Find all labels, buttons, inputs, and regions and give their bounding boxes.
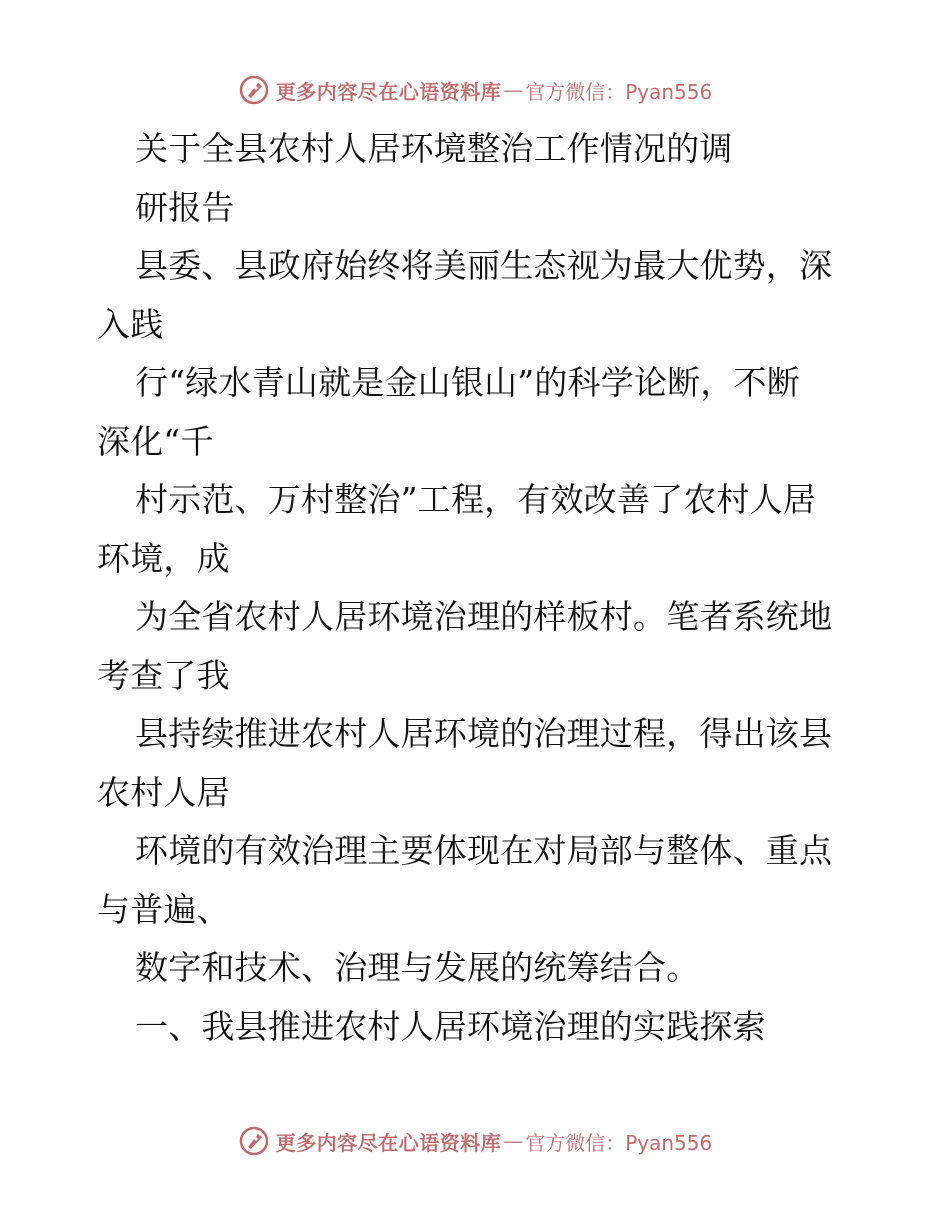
pen-nib-logo-icon <box>238 1125 270 1157</box>
watermark-text: 更多内容尽在心语资料库 <box>275 1130 502 1155</box>
document-body <box>97 120 857 1056</box>
document-line: 考查了我 <box>97 655 230 695</box>
document-line: 一、我县推进农村人居环境治理的实践探索 <box>135 1006 766 1046</box>
watermark-separator: — <box>503 78 524 102</box>
document-line: 研报告 <box>135 187 235 227</box>
header-watermark <box>0 70 950 110</box>
footer-watermark <box>0 1121 950 1161</box>
document-line: 村示范、万村整治”工程，有效改善了农村人居 <box>135 480 817 519</box>
document-line: 入践 <box>97 304 164 344</box>
document-line: 与普遍、 <box>97 889 230 929</box>
document-line: 县持续推进农村人居环境的治理过程，得出该县 <box>135 714 833 753</box>
document-line: 县委、县政府始终将美丽生态视为最大优势，深 <box>135 246 833 285</box>
document-line: 环境的有效治理主要体现在对局部与整体、重点 <box>135 831 833 870</box>
document-line: 环境，成 <box>97 538 230 578</box>
watermark-contact: 官方微信：Pyan556 <box>525 79 713 104</box>
document-line: 关于全县农村人居环境整治工作情况的调 <box>135 129 733 168</box>
document-line: 农村人居 <box>97 772 230 812</box>
watermark-contact: 官方微信：Pyan556 <box>525 1130 713 1155</box>
watermark-separator: — <box>503 1129 524 1153</box>
pen-nib-logo-icon <box>238 74 270 106</box>
document-line: 行“绿水青山就是金山银山”的科学论断，不断 <box>135 363 800 402</box>
watermark-text: 更多内容尽在心语资料库 <box>275 79 502 104</box>
document-line: 数字和技术、治理与发展的统筹结合。 <box>135 948 700 987</box>
document-line: 为全省农村人居环境治理的样板村。笔者系统地 <box>135 597 833 636</box>
document-line: 深化“千 <box>97 421 214 461</box>
